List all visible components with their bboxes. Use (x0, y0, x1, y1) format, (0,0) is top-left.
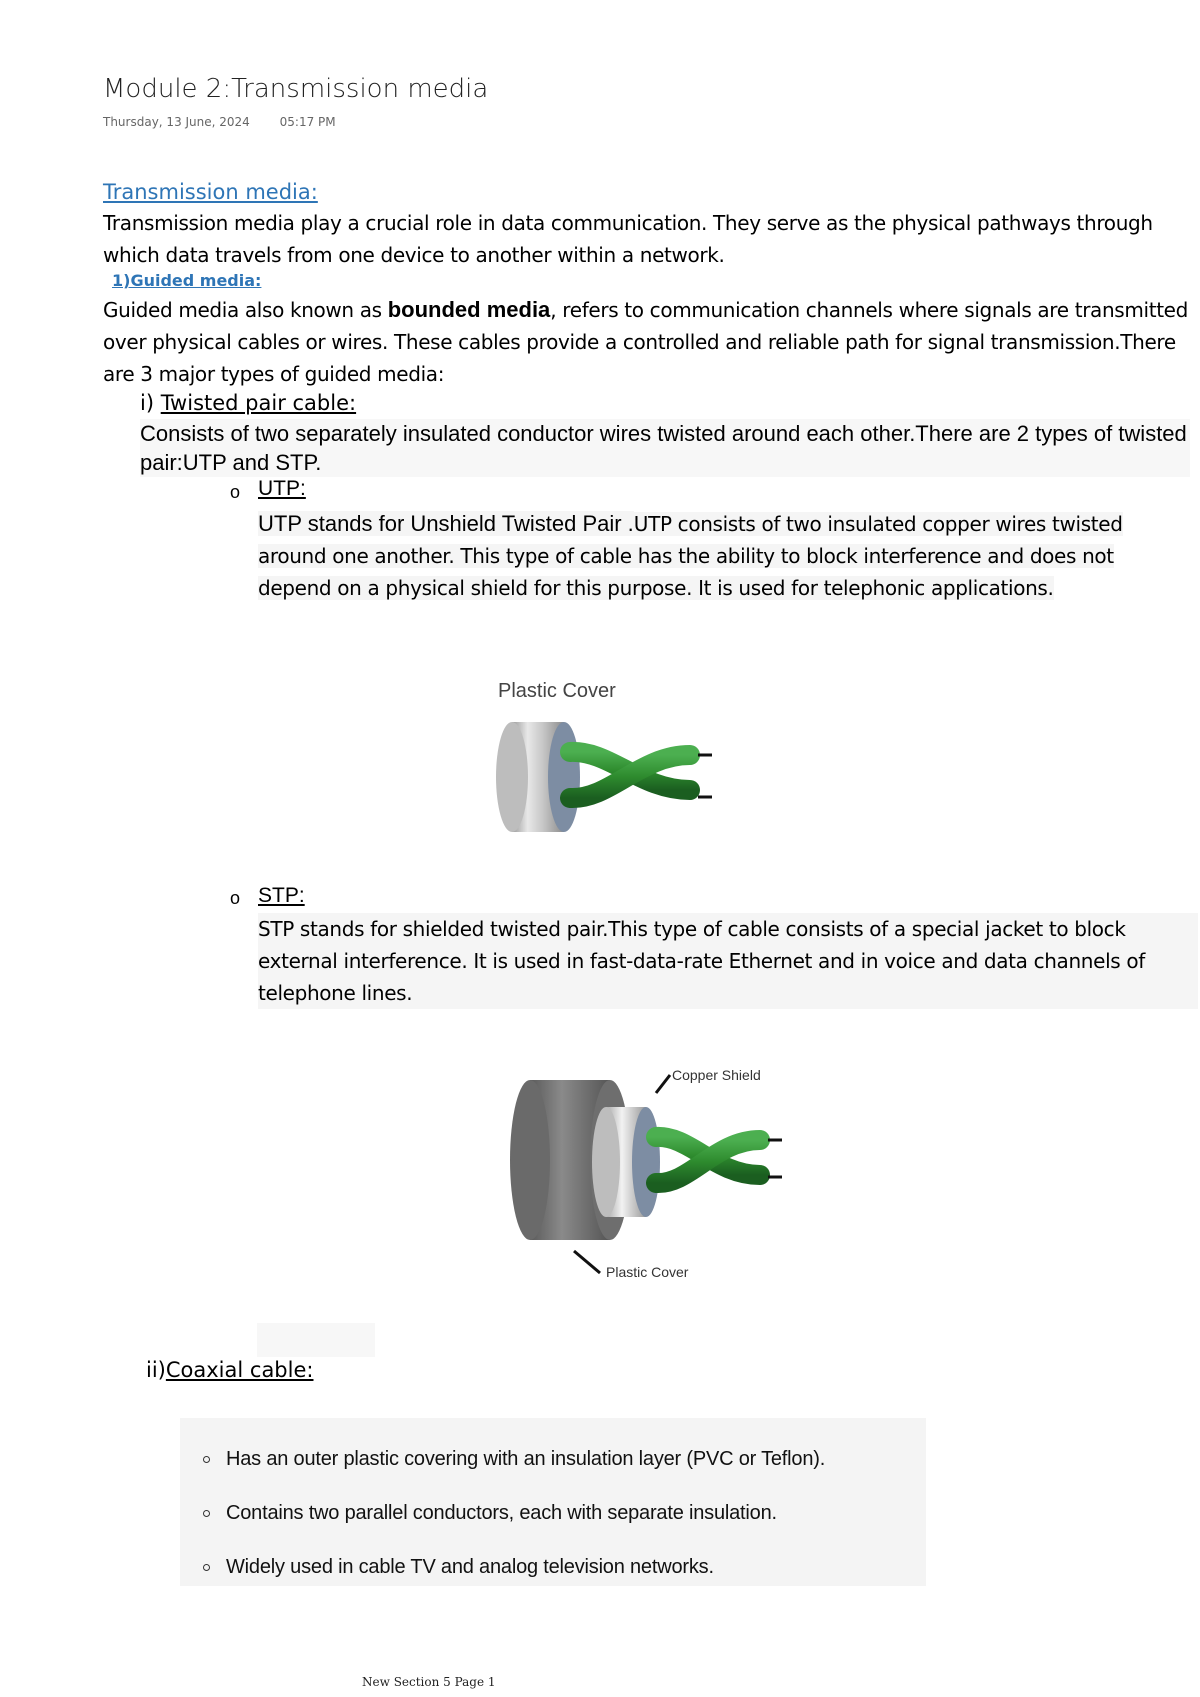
twisted-pair-paragraph: Consists of two separately insulated conductor wires twisted around each other.There are 2 types of twisted pair:UTP and STP. (140, 419, 1190, 477)
coaxial-heading (146, 1358, 313, 1382)
transmission-media-heading: Transmission media: (103, 180, 318, 204)
guided-text-before: Guided media also known as (103, 298, 388, 322)
coaxial-list-box (180, 1418, 926, 1586)
list-item: Has an outer plastic covering with an insulation layer (PVC or Teflon). (200, 1432, 825, 1486)
twisted-pair-heading (140, 391, 356, 415)
coaxial-list (200, 1432, 825, 1594)
plastic-cover-label: Plastic Cover (606, 1264, 689, 1280)
utp-text-rest: UTP consists of two insulated copper wires twisted around one another. This type of cable has the ability to block interference and does not depend on a physical shield for this purpose. It is used for telephonic applications. (258, 512, 1123, 600)
stp-heading: STP: (258, 884, 305, 907)
stp-bullet: o (230, 888, 241, 908)
utp-figure-label: Plastic Cover (498, 680, 616, 702)
coaxial-title: Coaxial cable: (165, 1358, 314, 1382)
guided-media-heading: 1)Guided media: (112, 271, 262, 290)
blank-highlight (257, 1323, 375, 1357)
page-date: Thursday, 13 June, 2024 (103, 115, 250, 129)
page-meta (103, 115, 336, 129)
utp-paragraph (258, 508, 1158, 604)
copper-shield-label: Copper Shield (672, 1067, 761, 1083)
utp-bullet: o (230, 482, 241, 502)
list-item: Widely used in cable TV and analog television networks. (200, 1540, 825, 1594)
utp-cable-figure (490, 670, 790, 860)
list-item: Contains two parallel conductors, each with separate insulation. (200, 1486, 825, 1540)
stp-cable-figure (510, 1055, 840, 1285)
page-footer: New Section 5 Page 1 (362, 1675, 496, 1689)
utp-text-large: UTP stands for Unshield Twisted Pair . (258, 511, 634, 536)
twisted-pair-title: Twisted pair cable: (160, 391, 357, 415)
page-time: 05:17 PM (279, 115, 336, 129)
utp-heading: UTP: (258, 477, 306, 500)
twisted-pair-prefix: i) (140, 391, 161, 415)
coaxial-prefix: ii) (146, 1358, 166, 1382)
bounded-media-term: bounded media (387, 297, 551, 322)
stp-paragraph: STP stands for shielded twisted pair.This type of cable consists of a special jacket to block external interference. It is used in fast-data-rate Ethernet and in voice and data channels of telephone lines. (258, 913, 1198, 1009)
page-title: Module 2:Transmission media (103, 74, 489, 104)
intro-paragraph: Transmission media play a crucial role in data communication. They serve as the physical pathways through which data travels from one device to another within a network. (103, 211, 1153, 267)
guided-media-paragraph (103, 294, 1188, 390)
guided-text-after: , refers to communication channels where signals are transmitted over physical cables or wires. These cables provide a controlled and reliable path for signal transmission.There are 3 major types of guided media: (103, 298, 1188, 386)
